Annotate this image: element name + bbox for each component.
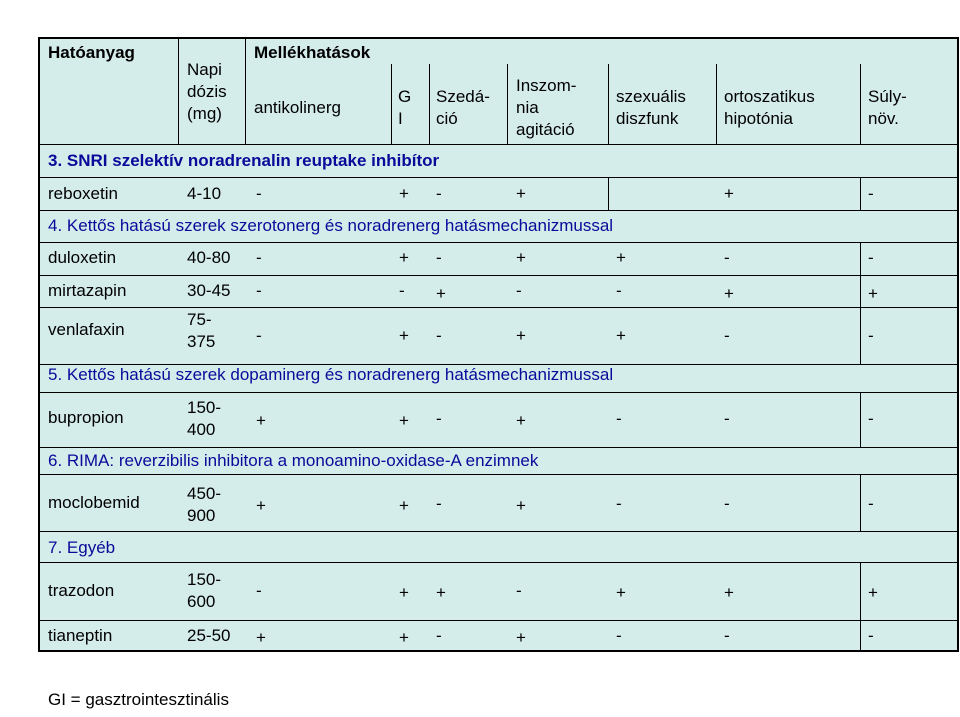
effect-value: + xyxy=(616,583,626,602)
effect-value: - xyxy=(436,326,442,345)
section-title: 7. Egyéb xyxy=(48,538,116,557)
grid-line xyxy=(716,64,717,144)
effect-value: + xyxy=(516,184,526,203)
effect-value: + xyxy=(399,628,409,647)
effect-value: - xyxy=(868,184,874,203)
drug-name: moclobemid xyxy=(48,493,140,512)
effect-value: - xyxy=(256,248,262,267)
drug-dose: 150- 600 xyxy=(187,570,222,611)
effect-value: + xyxy=(436,284,446,303)
effect-value: + xyxy=(399,326,409,345)
effect-value: - xyxy=(868,326,874,345)
header-side-effects: Mellékhatások xyxy=(254,43,371,62)
effect-value: - xyxy=(724,626,730,645)
effect-value: - xyxy=(436,409,442,428)
effect-value: - xyxy=(868,409,874,428)
effect-value: - xyxy=(256,184,262,203)
grid-line xyxy=(40,531,957,532)
effect-value: - xyxy=(724,248,730,267)
effect-value: + xyxy=(399,411,409,430)
effect-value: + xyxy=(616,326,626,345)
effect-value: - xyxy=(616,626,622,645)
effect-value: + xyxy=(516,248,526,267)
header-sedation: Szedá- ció xyxy=(436,87,490,128)
effect-value: - xyxy=(436,626,442,645)
effect-value: + xyxy=(724,583,734,602)
effect-value: - xyxy=(868,626,874,645)
drug-dose: 25-50 xyxy=(187,626,231,645)
effect-value: - xyxy=(436,494,442,513)
grid-line xyxy=(860,562,861,650)
grid-line xyxy=(178,39,179,144)
effect-value: - xyxy=(616,494,622,513)
effect-value: - xyxy=(256,281,262,300)
grid-line xyxy=(429,64,430,144)
section-title: 4. Kettős hatású szerek szerotonerg és noradrenerg hatásmechanizmussal xyxy=(48,216,614,235)
effect-value: + xyxy=(868,583,878,602)
effect-value: + xyxy=(256,628,266,647)
header-gi: G I xyxy=(398,87,412,128)
header-insomnia: Inszom- nia agitáció xyxy=(516,76,577,139)
section-title: 6. RIMA: reverzibilis inhibitora a monoamino-oxidase-A enzimnek xyxy=(48,451,539,470)
drug-side-effects-table xyxy=(38,37,959,652)
header-sexual: szexuális diszfunk xyxy=(616,87,686,128)
drug-name: mirtazapin xyxy=(48,281,127,300)
drug-dose: 450- 900 xyxy=(187,484,222,525)
footnote: GI = gasztrointesztinális xyxy=(48,690,229,709)
drug-dose: 150- 400 xyxy=(187,398,222,439)
effect-value: + xyxy=(516,411,526,430)
grid-line xyxy=(860,242,861,364)
grid-line xyxy=(40,474,957,475)
grid-line xyxy=(40,177,957,178)
effect-value: + xyxy=(516,496,526,515)
drug-dose: 75- 375 xyxy=(187,310,216,351)
effect-value: + xyxy=(724,284,734,303)
header-drug: Hatóanyag xyxy=(48,43,135,62)
drug-name: tianeptin xyxy=(48,626,113,645)
effect-value: + xyxy=(399,583,409,602)
drug-dose: 40-80 xyxy=(187,248,231,267)
effect-value: - xyxy=(616,281,622,300)
effect-value: - xyxy=(399,281,405,300)
grid-line xyxy=(608,177,609,210)
section-title: 5. Kettős hatású szerek dopaminerg és noradrenerg hatásmechanizmussal xyxy=(48,365,614,384)
effect-value: + xyxy=(516,326,526,345)
effect-value: - xyxy=(256,581,262,600)
effect-value: + xyxy=(868,284,878,303)
effect-value: - xyxy=(724,409,730,428)
effect-value: + xyxy=(724,184,734,203)
effect-value: - xyxy=(868,248,874,267)
effect-value: - xyxy=(256,326,262,345)
effect-value: + xyxy=(399,184,409,203)
drug-name: duloxetin xyxy=(48,248,117,267)
grid-line xyxy=(245,39,246,144)
header-anticholinergic: antikolinerg xyxy=(254,98,341,117)
grid-line xyxy=(860,392,861,447)
header-orthostatic: ortoszatikus hipotónia xyxy=(724,87,815,128)
effect-value: + xyxy=(256,411,266,430)
effect-value: - xyxy=(868,494,874,513)
grid-line xyxy=(40,447,957,448)
section-title: 3. SNRI szelektív noradrenalin reuptake inhibítor xyxy=(48,151,440,170)
drug-name: trazodon xyxy=(48,581,115,600)
grid-line xyxy=(40,620,957,621)
grid-line xyxy=(860,64,861,144)
grid-line xyxy=(507,64,508,144)
drug-dose: 30-45 xyxy=(187,281,231,300)
grid-line xyxy=(608,64,609,144)
effect-value: - xyxy=(516,281,522,300)
drug-name: venlafaxin xyxy=(48,320,125,339)
effect-value: - xyxy=(436,184,442,203)
header-weight: Súly- növ. xyxy=(868,87,907,128)
effect-value: - xyxy=(516,581,522,600)
effect-value: + xyxy=(516,628,526,647)
grid-line xyxy=(40,210,957,211)
effect-value: + xyxy=(616,248,626,267)
drug-name: bupropion xyxy=(48,408,124,427)
grid-line xyxy=(40,392,957,393)
drug-dose: 4-10 xyxy=(187,184,222,203)
effect-value: + xyxy=(399,496,409,515)
effect-value: - xyxy=(724,494,730,513)
effect-value: - xyxy=(616,409,622,428)
grid-line xyxy=(40,242,957,243)
header-dose: Napi dózis (mg) xyxy=(187,60,227,123)
grid-line xyxy=(860,474,861,531)
grid-line xyxy=(40,562,957,563)
grid-line xyxy=(40,275,957,276)
effect-value: + xyxy=(256,496,266,515)
grid-line xyxy=(860,177,861,210)
grid-line xyxy=(391,64,392,144)
effect-value: - xyxy=(724,326,730,345)
grid-line xyxy=(40,307,957,308)
grid-line xyxy=(40,144,957,145)
effect-value: - xyxy=(436,248,442,267)
effect-value: + xyxy=(436,583,446,602)
effect-value: + xyxy=(399,248,409,267)
drug-name: reboxetin xyxy=(48,184,118,203)
